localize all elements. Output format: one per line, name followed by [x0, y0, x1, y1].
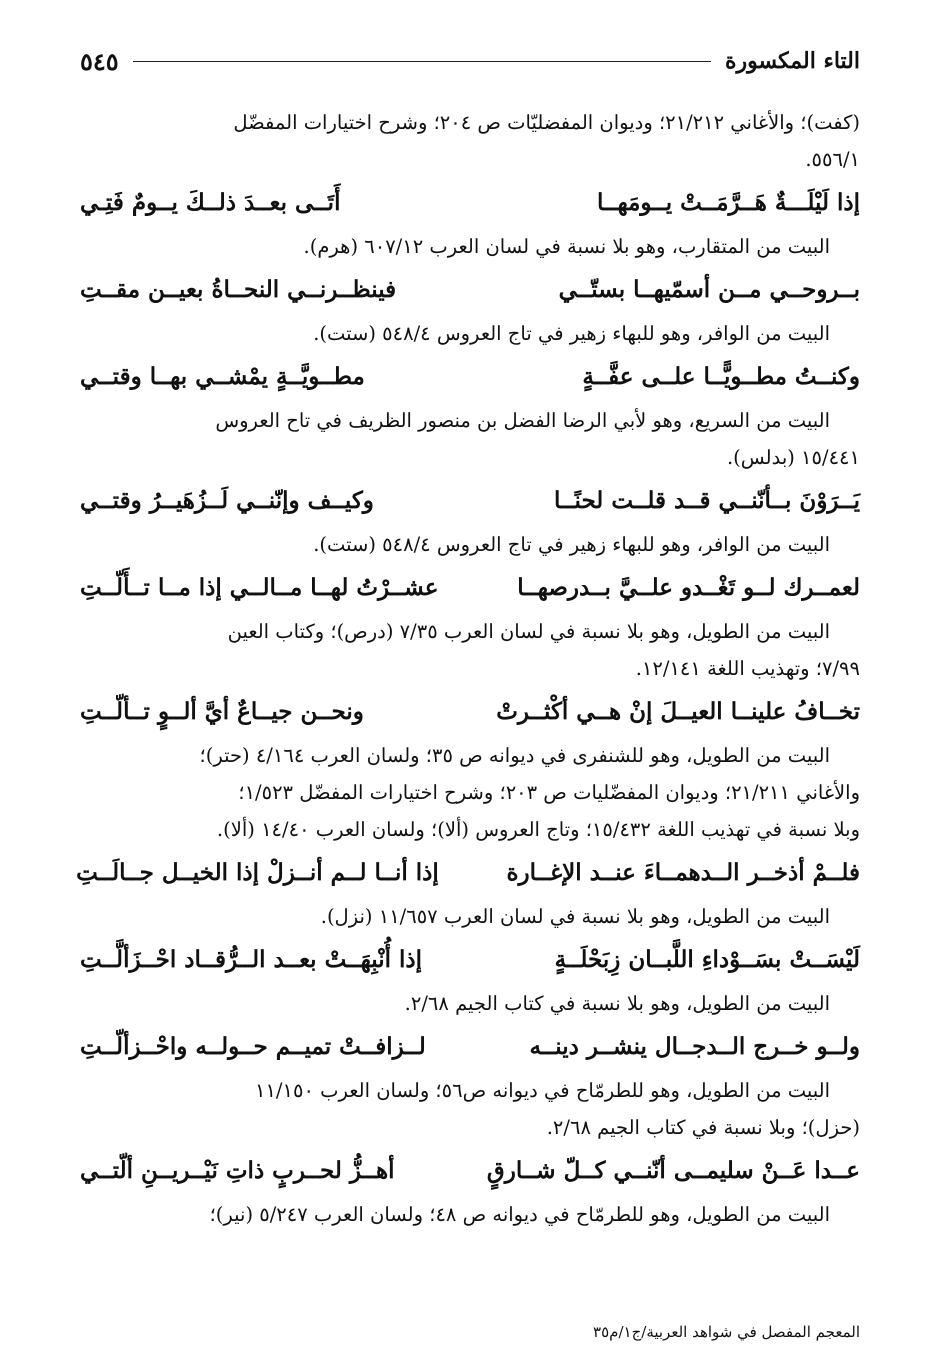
- signature-mark: المعجم المفصل في شواهد العربية/ج١/م٣٥: [593, 1323, 860, 1341]
- page-number: ٥٤٥: [80, 46, 119, 76]
- verse-note: [80, 737, 860, 848]
- note-line: البيت من الطويل، وهو بلا نسبة في لسان العرب ١١/٦٥٧ (نزل).: [320, 905, 830, 928]
- note-line: البيت من الطويل، وهو بلا نسبة في لسان العرب ٧/٣٥ (درص)؛ وكتاب العين: [227, 620, 830, 643]
- verse-second-hemistich: عشــرْتُ لهــا مــالــي إذا مــا تــأَلّــتِ: [80, 574, 439, 601]
- verse: [80, 1146, 860, 1196]
- page-header: [80, 44, 860, 78]
- verse: [80, 1022, 860, 1072]
- note-line: والأغاني ٢١/٢١١؛ وديوان المفضّليات ص ٢٠٣؛ وشرح اختيارات المفضّل ١/٥٢٣؛: [238, 781, 860, 804]
- intro-line: ٥٥٦/١.: [805, 148, 860, 171]
- note-line: (حزل)؛ وبلا نسبة في كتاب الجيم ٢/٦٨.: [546, 1116, 860, 1139]
- verse-first-hemistich: تخــافُ علينــا العيــلَ إنْ هــي أكْثــرتْ: [496, 698, 860, 725]
- note-line: البيت من السريع، وهو لأبي الرضا الفضل بن منصور الظريف في تاح العروس: [215, 409, 830, 432]
- verse-first-hemistich: لَيْسَــتْ بسَــوْداءِ اللَّبــان زِبَحْلَــةٍ: [554, 946, 860, 973]
- verse-second-hemistich: مطــويَّــةٍ يمْشــي بهــا وقتــي: [80, 363, 365, 390]
- verse-second-hemistich: أَتَــى بعــدَ ذلــكَ يــومٌ فَتِـي: [80, 189, 341, 216]
- verse-note: [80, 402, 860, 476]
- intro-line: (كفت)؛ والأغاني ٢١/٢١٢؛ وديوان المفضليّات ص ٢٠٤؛ وشرح اختيارات المفضّل: [233, 111, 860, 134]
- verse-note: [80, 898, 860, 935]
- note-line: البيت من الطويل، وهو بلا نسبة في كتاب الجيم ٢/٦٨.: [404, 992, 830, 1015]
- chapter-title: التاء المكسورة: [725, 48, 860, 74]
- verse-first-hemistich: فلــمْ أذخــر الــدهمــاءَ عنــد الإغــارة: [506, 859, 860, 886]
- note-line: ٧/٩٩؛ وتهذيب اللغة ١٢/١٤١.: [635, 657, 860, 680]
- verse: [80, 265, 860, 315]
- verse-note: [80, 526, 860, 563]
- verse: [76, 848, 860, 898]
- note-line: البيت من الطويل، وهو للطرمّاح في ديوانه ص ٤٨؛ ولسان العرب ٥/٢٤٧ (نير)؛: [209, 1203, 830, 1226]
- verse-first-hemistich: عــدا عَــنْ سليمــى أنّنــي كــلّ شــارقٍ: [486, 1157, 860, 1184]
- note-line: البيت من المتقارب، وهو بلا نسبة في لسان العرب ٦٠٧/١٢ (هرم).: [303, 235, 830, 258]
- verse-first-hemistich: وكنــتُ مطــويًّــا علــى عفَّــةٍ: [582, 363, 860, 390]
- page-body: [76, 104, 860, 1233]
- note-line: البيت من الطويل، وهو للشنفرى في ديوانه ص ٣٥؛ ولسان العرب ٤/١٦٤ (حتر)؛: [199, 744, 830, 767]
- verse-second-hemistich: إذا أنــا لــم أنــزلْ إذا الخيــل جــالَــتِ: [76, 859, 439, 886]
- verse-note: [80, 613, 860, 687]
- verse: [80, 476, 860, 526]
- verse-second-hemistich: وكيــف وإنّنــي لَــزُهَيــرُ وقتــي: [80, 487, 374, 514]
- verse-second-hemistich: أهــزُّ لحــربٍ ذاتِ نَيْــريــنِ ألّتــي: [80, 1157, 395, 1184]
- note-line: وبلا نسبة في تهذيب اللغة ١٥/٤٣٢؛ وتاج العروس (ألا)؛ ولسان العرب ١٤/٤٠ (ألا).: [216, 818, 860, 841]
- verse-note: [80, 1072, 860, 1146]
- verse-first-hemistich: لعمــرك لــو تَغْــدو علــيَّ بــدرصهــا: [517, 574, 860, 601]
- note-line: ١٥/٤٤١ (بدلس).: [726, 446, 860, 469]
- verse-note: [80, 315, 860, 352]
- verse-first-hemistich: إذا لَيْلَـــةٌ هَــرَّمَــتْ يــومَهــا: [597, 189, 860, 216]
- header-rule: [133, 61, 711, 62]
- verse-first-hemistich: ولــو خــرج الــدجــال ينشــر دينــه: [529, 1033, 860, 1060]
- verse: [80, 178, 860, 228]
- verse: [80, 563, 860, 613]
- note-line: البيت من الطويل، وهو للطرمّاح في ديوانه ص٥٦؛ ولسان العرب ١١/١٥٠: [254, 1079, 830, 1102]
- verse-second-hemistich: فينظــرنــي النحــاةُ بعيــن مقــتِ: [80, 276, 397, 303]
- verse-note: [80, 228, 860, 265]
- verse-note: [80, 1196, 860, 1233]
- note-line: البيت من الوافر، وهو للبهاء زهير في تاج العروس ٥٤٨/٤ (ستت).: [313, 322, 830, 345]
- verse-second-hemistich: ونحــن جيــاعٌ أيَّ ألــوٍ تــألّــتِ: [80, 698, 364, 725]
- intro-paragraph: [80, 104, 860, 178]
- verse-first-hemistich: بــروحــي مــن أسمّيهــا بستّــي: [558, 276, 860, 303]
- verse: [80, 935, 860, 985]
- verse: [80, 352, 860, 402]
- verse-second-hemistich: إذا أُنْبِهَــتْ بعــد الــرُّقــاد احْــزَألَّــتِ: [80, 946, 423, 973]
- verse-second-hemistich: لــزافــتْ تميــم حــولــه واحْــزألّــتِ: [80, 1033, 426, 1060]
- verse-note: [80, 985, 860, 1022]
- note-line: البيت من الوافر، وهو للبهاء زهير في تاج العروس ٥٤٨/٤ (ستت).: [313, 533, 830, 556]
- verse: [80, 687, 860, 737]
- verse-first-hemistich: يَــرَوْنَ بــأنّنــي قــد قلــت لحنًــا: [554, 487, 860, 514]
